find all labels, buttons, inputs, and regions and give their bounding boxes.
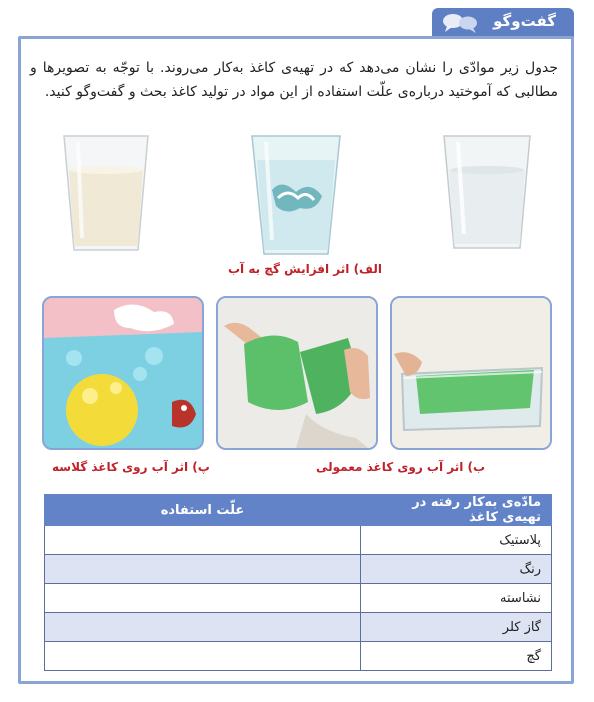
caption-water-on-glossy-paper: پ) اثر آب روی کاغذ گلاسه — [52, 460, 210, 474]
material-cell: گاز کلر — [361, 613, 552, 642]
glossy-paper-photo — [42, 296, 204, 450]
material-cell: گچ — [361, 642, 552, 671]
section-title: گفت‌وگو — [493, 12, 556, 30]
header-material: مادّه‌ی به‌کار رفته در تهیه‌ی کاغذ — [361, 495, 552, 526]
speech-bubbles-icon — [440, 11, 480, 35]
reason-cell[interactable] — [45, 526, 361, 555]
table-row — [45, 642, 552, 671]
reason-cell[interactable] — [45, 584, 361, 613]
clear-water-glass-image — [440, 130, 534, 254]
milky-glass-image — [58, 128, 154, 256]
header-reason: علّت استفاده — [45, 495, 361, 526]
caption-gypsum-in-water: الف) اثر افزایش گچ به آب — [228, 262, 382, 276]
section-header-tab — [432, 8, 574, 38]
material-cell: رنگ — [361, 555, 552, 584]
caption-water-on-plain-paper: ب) اثر آب روی کاغذ معمولی — [316, 460, 486, 474]
reason-cell[interactable] — [45, 613, 361, 642]
materials-table — [44, 494, 552, 671]
table-row — [45, 526, 552, 555]
intro-paragraph: جدول زیر موادّی را نشان می‌دهد که در تهیه‌ی کاغذ به‌کار می‌روند. با توجّه به تصویرها و مطالبی که آموختید درباره‌ی علّت استفاده از این مواد در تولید کاغذ بحث و گفت‌وگو کنید. — [30, 60, 558, 100]
table-row — [45, 555, 552, 584]
plain-paper-in-tray-photo — [390, 296, 552, 450]
table-row — [45, 613, 552, 642]
table-row — [45, 584, 552, 613]
reason-cell[interactable] — [45, 555, 361, 584]
material-cell: نشاسته — [361, 584, 552, 613]
table-header-row — [45, 495, 552, 526]
reason-cell[interactable] — [45, 642, 361, 671]
paper-in-water-glass-image — [248, 130, 344, 260]
plain-paper-hands-photo — [216, 296, 378, 450]
material-cell: پلاستیک — [361, 526, 552, 555]
